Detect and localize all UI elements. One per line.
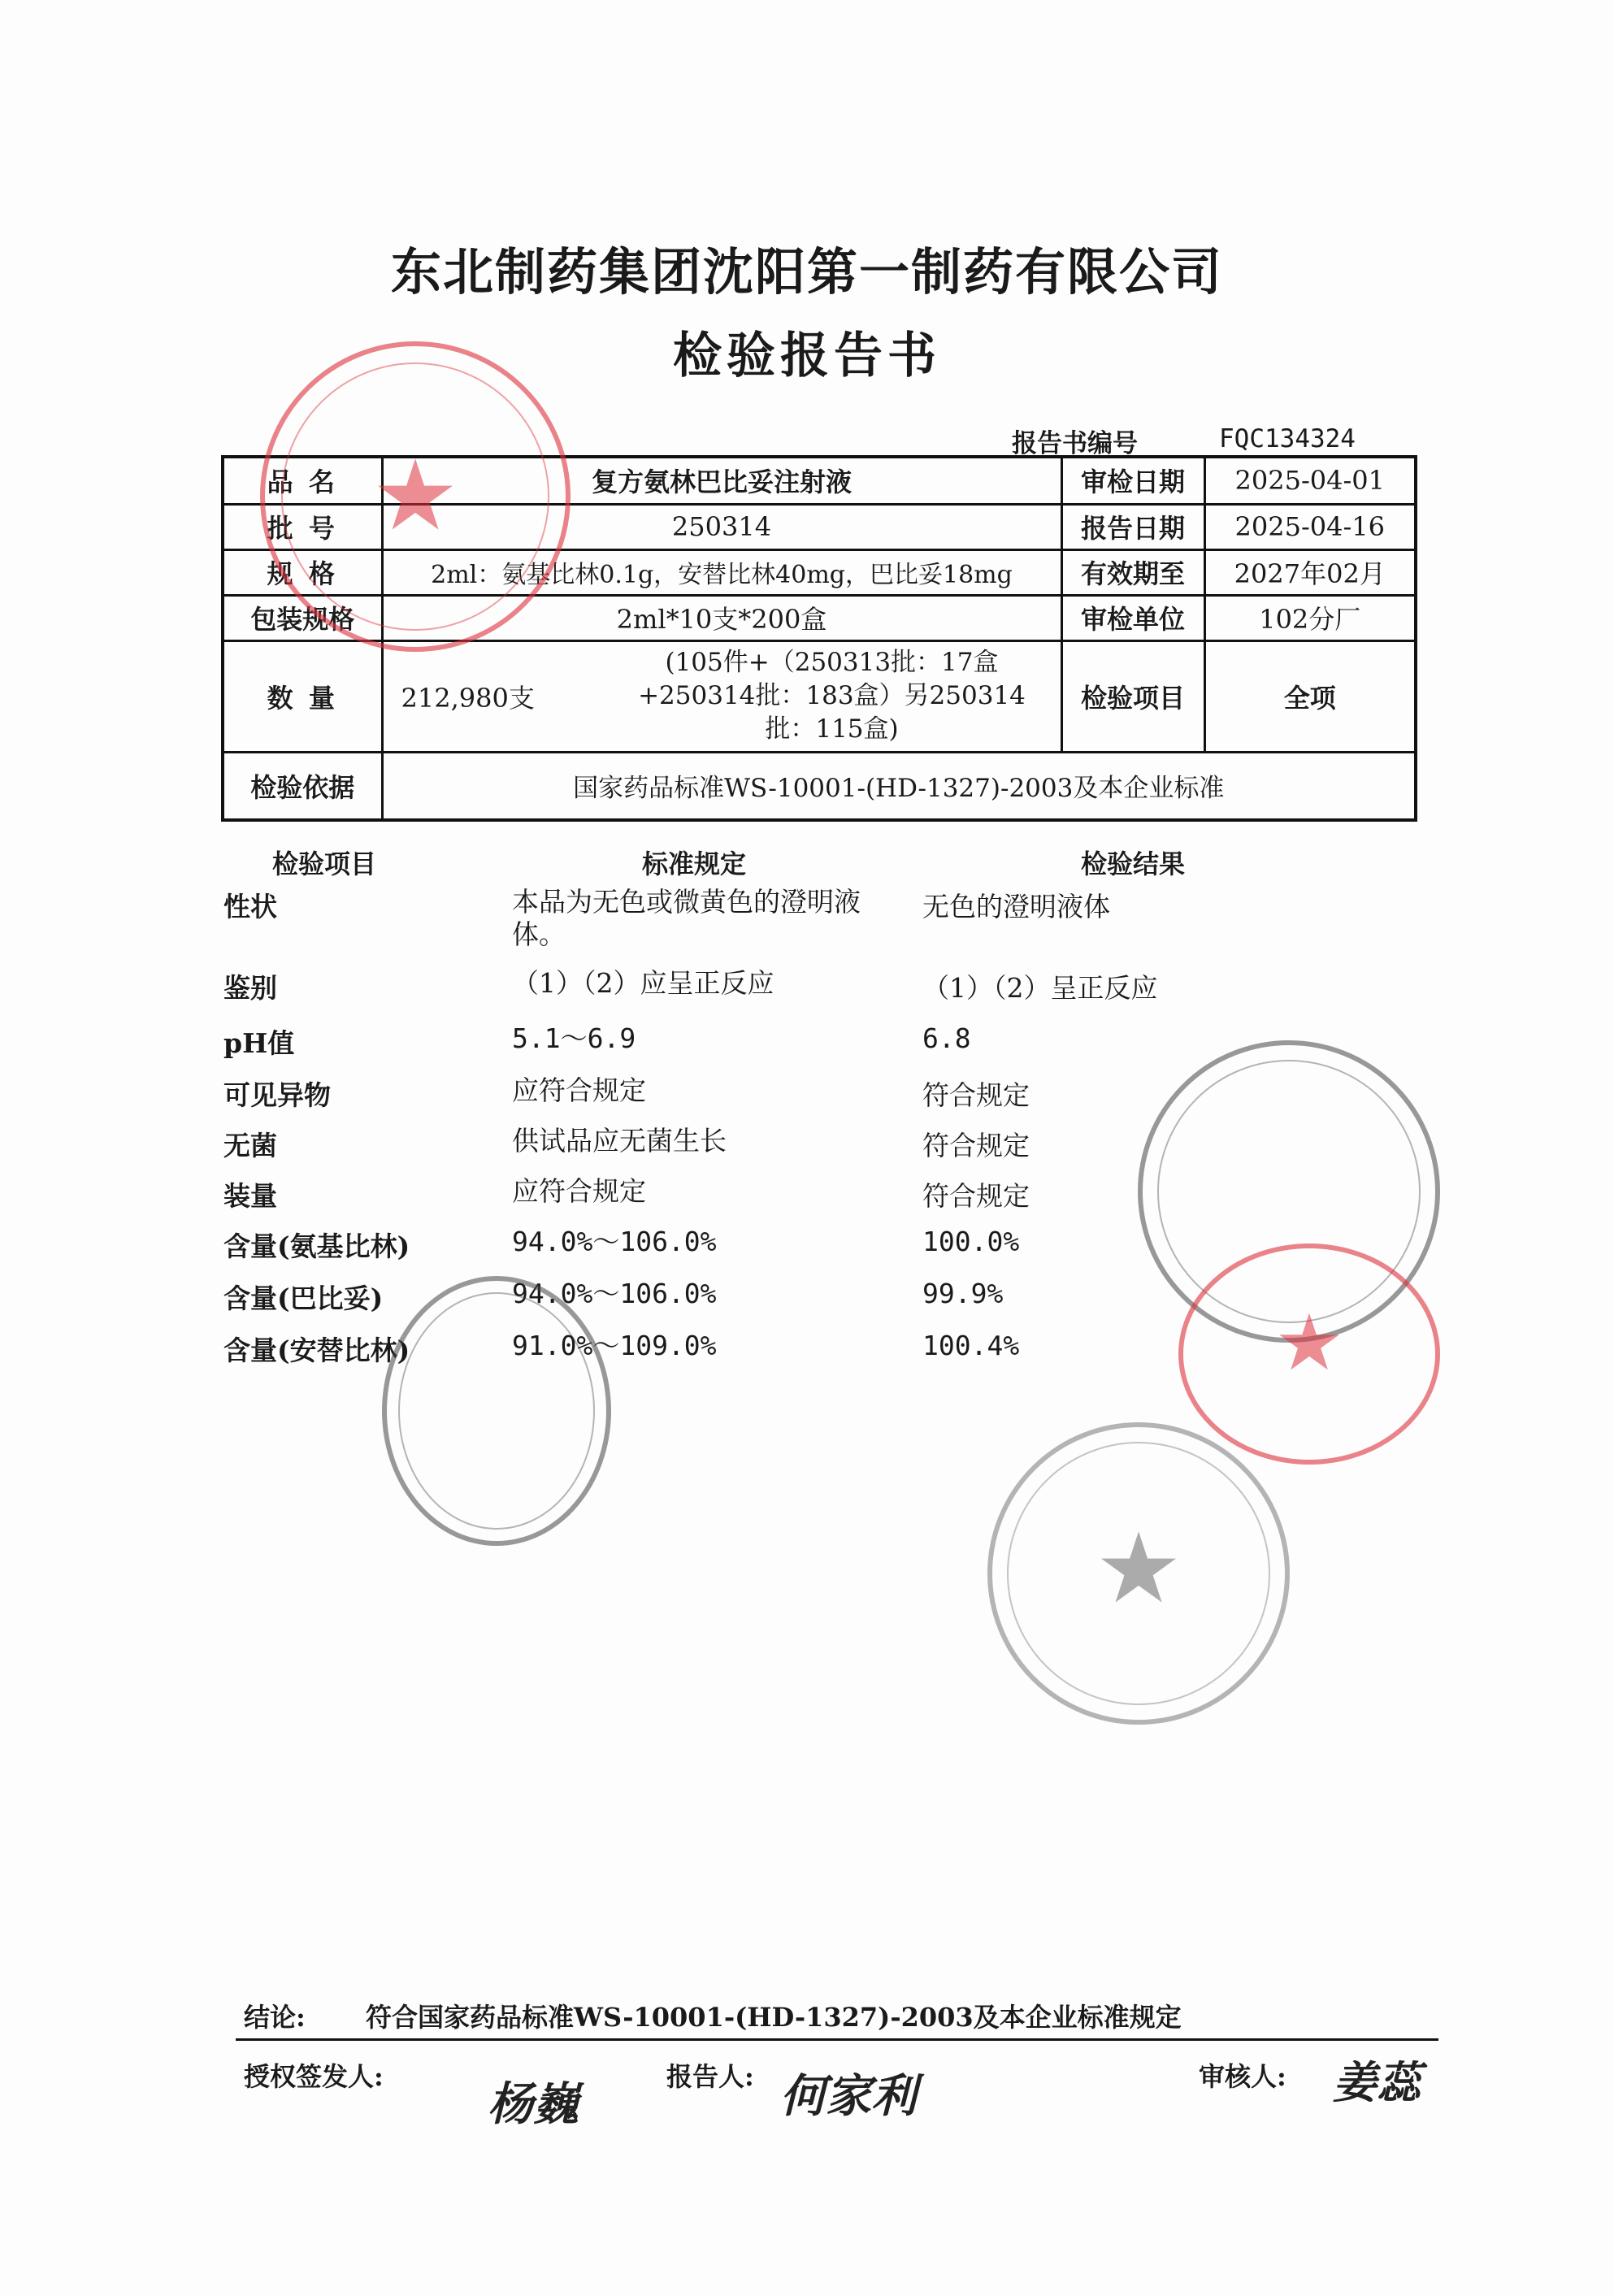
result-standard: 应符合规定 [512,1175,646,1207]
result-value: 符合规定 [922,1079,1030,1111]
result-item: 含量(氨基比林) [223,1230,410,1262]
result-item: 性状 [223,891,277,922]
star-icon: ★ [1273,1297,1345,1388]
pack-label: 包装规格 [223,595,382,640]
basis-value: 国家药品标准WS-10001-(HD-1327)-2003及本企业标准 [382,752,1416,820]
quantity-detail: (105件+（250313批：17盒+250314批：183盒）另250314批：115盒) [638,648,1026,744]
col-result-header: 检验结果 [1081,849,1186,879]
spec-label: 规 格 [223,549,382,595]
items-value: 全项 [1204,640,1416,752]
reviewer-signature: 姜蕊 [1333,2056,1421,2108]
batch-number: 250314 [382,504,1061,549]
star-icon: ★ [1095,1513,1182,1625]
result-item: 含量(巴比妥) [223,1283,384,1314]
result-item: 含量(安替比林) [223,1335,410,1366]
result-value: 符合规定 [922,1180,1030,1212]
reviewer-label: 审核人: [1199,2061,1286,2092]
table-row [223,595,1416,640]
table-row [223,752,1416,820]
distributor-seal-stamp [987,1422,1290,1725]
result-standard: 91.0%～109.0% [512,1330,717,1361]
table-row [223,457,1416,504]
unit-label: 审检单位 [1061,595,1204,640]
quantity-cell [382,640,1061,752]
result-item: 可见异物 [223,1079,331,1111]
submit-date-label: 审检日期 [1061,457,1204,504]
result-value: 符合规定 [922,1130,1030,1161]
result-item: pH值 [223,1027,295,1059]
product-name: 复方氨林巴比妥注射液 [382,457,1061,504]
company-name: 东北制药集团沈阳第一制药有限公司 [390,242,1223,302]
star-icon: ★ [371,440,459,553]
result-standard: 应符合规定 [512,1074,646,1106]
submit-date: 2025-04-01 [1204,457,1416,504]
issuer-signature: 杨巍 [488,2077,579,2131]
table-row [223,640,1416,752]
result-standard: 本品为无色或微黄色的澄明液体。 [512,886,861,950]
result-standard: 5.1～6.9 [512,1022,636,1054]
report-number-label: 报告书编号 [1012,429,1138,458]
result-item: 装量 [223,1180,277,1212]
batch-label: 批 号 [223,504,382,549]
expiry-label: 有效期至 [1061,549,1204,595]
result-item: 无菌 [223,1130,277,1161]
issuer-label: 授权签发人: [244,2061,384,2092]
conclusion-label: 结论: [244,2002,306,2033]
result-value: 100.0% [922,1226,1020,1257]
report-date-label: 报告日期 [1061,504,1204,549]
expiry-date: 2027年02月 [1204,549,1416,595]
result-standard: 94.0%～106.0% [512,1278,717,1309]
product-name-label: 品 名 [223,457,382,504]
result-value: 无色的澄明液体 [922,891,1110,922]
basis-label: 检验依据 [223,752,382,820]
reporter-signature: 何家利 [780,2069,917,2123]
col-item-header: 检验项目 [272,849,377,879]
items-label: 检验项目 [1061,640,1204,752]
inspection-unit: 102分厂 [1204,595,1416,640]
quantity-value: 212,980支 [401,682,535,714]
result-standard: 94.0%～106.0% [512,1226,717,1257]
result-standard: （1）（2）应呈正反应 [512,967,774,999]
result-value: 99.9% [922,1278,1004,1309]
report-date: 2025-04-16 [1204,504,1416,549]
quantity-label: 数 量 [223,640,382,752]
report-number: FQC134324 [1219,424,1356,454]
result-value: （1）（2）呈正反应 [922,972,1158,1004]
document-title: 检验报告书 [673,328,941,384]
table-row [223,549,1416,595]
info-table [221,455,1417,822]
inspection-report-stamp [382,1276,611,1546]
copy-seal-stamp [1178,1243,1440,1465]
company-seal-gray-stamp [1138,1040,1440,1343]
conclusion-text: 符合国家药品标准WS-10001-(HD-1327)-2003及本企业标准规定 [366,2002,1182,2033]
result-item: 鉴别 [223,972,277,1004]
col-std-header: 标准规定 [642,849,747,879]
divider [236,2038,1438,2041]
spec-value: 2ml：氨基比林0.1g，安替比林40mg，巴比妥18mg [382,549,1061,595]
result-value: 6.8 [922,1022,971,1054]
result-standard: 供试品应无菌生长 [512,1125,727,1157]
reporter-label: 报告人: [666,2061,754,2092]
table-row [223,504,1416,549]
result-value: 100.4% [922,1330,1020,1361]
pack-spec: 2ml*10支*200盒 [382,595,1061,640]
